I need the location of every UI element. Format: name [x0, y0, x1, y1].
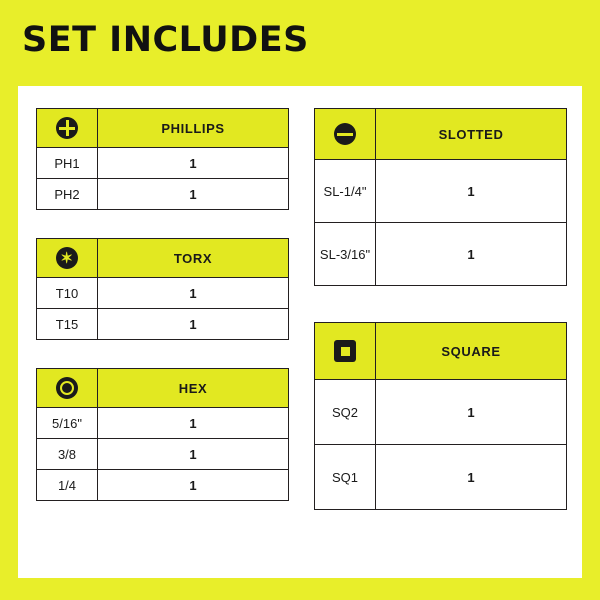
- table-header-row: [315, 109, 567, 160]
- table-row: [37, 439, 289, 470]
- bit-qty: 1: [376, 160, 567, 223]
- bit-qty: 1: [98, 439, 289, 470]
- bit-size: PH1: [37, 148, 98, 179]
- bit-size: SQ2: [315, 380, 376, 445]
- slotted-bit-icon: [334, 123, 356, 145]
- bit-type-label: SLOTTED: [376, 109, 567, 160]
- bit-table-slotted: [314, 108, 567, 286]
- table-row: [37, 148, 289, 179]
- bit-qty: 1: [98, 278, 289, 309]
- bit-table-phillips: [36, 108, 289, 210]
- hex-bit-icon: [56, 377, 78, 399]
- table-header-row: [37, 239, 289, 278]
- table-header-row: [315, 323, 567, 380]
- phillips-bit-icon-cell: [37, 109, 98, 148]
- bit-qty: 1: [98, 470, 289, 501]
- page-title: SET INCLUDES: [22, 20, 309, 60]
- table-header-row: [37, 109, 289, 148]
- bit-type-label: SQUARE: [376, 323, 567, 380]
- right-column: [314, 108, 564, 538]
- content-panel: [18, 86, 582, 578]
- slotted-bit-icon-cell: [315, 109, 376, 160]
- bit-size: SL-1/4": [315, 160, 376, 223]
- table-row: [315, 380, 567, 445]
- table-row: [315, 445, 567, 510]
- hex-bit-icon-cell: [37, 369, 98, 408]
- bit-qty: 1: [98, 148, 289, 179]
- square-bit-icon: [334, 340, 356, 362]
- bit-table-torx: [36, 238, 289, 340]
- bit-size: SQ1: [315, 445, 376, 510]
- bit-qty: 1: [98, 408, 289, 439]
- bit-size: 1/4: [37, 470, 98, 501]
- table-header-row: [37, 369, 289, 408]
- bit-size: T15: [37, 309, 98, 340]
- table-row: [37, 470, 289, 501]
- bit-type-label: PHILLIPS: [98, 109, 289, 148]
- table-row: [37, 408, 289, 439]
- bit-table-hex: [36, 368, 289, 501]
- torx-bit-icon-cell: [37, 239, 98, 278]
- square-bit-icon-cell: [315, 323, 376, 380]
- bit-size: 5/16": [37, 408, 98, 439]
- bit-size: 3/8: [37, 439, 98, 470]
- bit-size: PH2: [37, 179, 98, 210]
- bit-size: T10: [37, 278, 98, 309]
- bit-type-label: TORX: [98, 239, 289, 278]
- torx-bit-icon: ✶: [56, 247, 78, 269]
- bit-qty: 1: [376, 445, 567, 510]
- bit-size: SL-3/16": [315, 223, 376, 286]
- table-row: [37, 309, 289, 340]
- bit-type-label: HEX: [98, 369, 289, 408]
- bit-qty: 1: [98, 179, 289, 210]
- left-column: [36, 108, 286, 529]
- phillips-bit-icon: [56, 117, 78, 139]
- table-row: [37, 179, 289, 210]
- bit-table-square: [314, 322, 567, 510]
- table-row: [37, 278, 289, 309]
- bit-qty: 1: [98, 309, 289, 340]
- bit-qty: 1: [376, 380, 567, 445]
- table-row: [315, 223, 567, 286]
- bit-qty: 1: [376, 223, 567, 286]
- table-row: [315, 160, 567, 223]
